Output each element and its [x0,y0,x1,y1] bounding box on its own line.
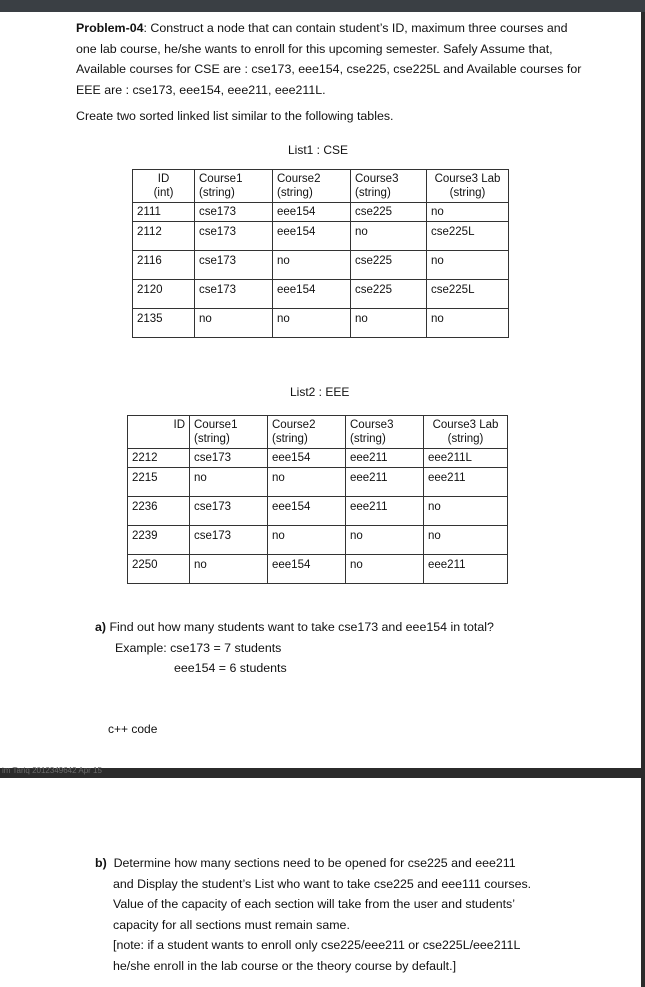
question-b-line1: Determine how many sections need to be opened for cse225 and eee211 [113,856,516,870]
cell: no [268,526,346,555]
cell: no [427,309,509,338]
question-b [95,853,585,976]
cell: no [273,251,351,280]
header-type: (string) [350,433,386,445]
cell: no [424,497,508,526]
cell: no [190,555,268,584]
list1-header-lab [427,170,509,203]
list2-caption: List2 : EEE [290,385,350,399]
problem-statement [76,18,586,100]
cell: no [268,468,346,497]
question-a-example2: eee154 = 6 students [174,661,287,675]
cell: 2111 [133,203,195,222]
table-row [133,309,509,338]
cell: no [346,526,424,555]
header-line: Course2 [277,173,321,185]
cell: eee211L [424,449,508,468]
list2-header-course2 [268,416,346,449]
cell: no [351,309,427,338]
header-line: Course1 [199,173,243,185]
question-b-label: b) [95,856,107,870]
cell: 2212 [128,449,190,468]
table-row [128,555,508,584]
header-type: (string) [449,187,486,199]
cell: 2215 [128,468,190,497]
cell: no [427,203,509,222]
list2-header-id [128,416,190,449]
list1-header-course1 [195,170,273,203]
cell: cse173 [190,449,268,468]
list2-header-row [128,416,508,449]
table-row [128,449,508,468]
document-page-2 [0,778,641,987]
list1-header-row [133,170,509,203]
cell: eee211 [346,449,424,468]
cell: cse225L [427,222,509,251]
cell: no [273,309,351,338]
cell: cse173 [195,280,273,309]
cell: cse173 [190,526,268,555]
cell: cse225 [351,203,427,222]
cell: no [346,555,424,584]
cell: eee211 [424,555,508,584]
table-row [128,497,508,526]
list1-header-course3 [351,170,427,203]
table-row [133,280,509,309]
cell: 2135 [133,309,195,338]
question-a [95,617,494,679]
cell: cse173 [195,251,273,280]
header-type: (string) [277,187,313,199]
cell: 2116 [133,251,195,280]
question-b-line4: capacity for all sections must remain same. [113,917,350,932]
cell: eee211 [424,468,508,497]
cell: cse173 [195,222,273,251]
header-type: (string) [194,433,230,445]
cell: no [195,309,273,338]
question-a-example1: Example: cse173 = 7 students [115,640,282,655]
question-b-line6: he/she enroll in the lab course or the theory course by default.] [113,958,457,973]
cell: no [190,468,268,497]
header-line: Course3 [350,419,394,431]
header-line: ID [157,173,170,185]
cell: no [351,222,427,251]
top-bar [0,0,645,12]
question-a-text: Find out how many students want to take cse173 and eee154 in total? [109,620,494,634]
problem-title: Problem-04 [76,21,144,35]
list1-table [132,169,509,338]
cell: no [424,526,508,555]
header-line: Course1 [194,419,238,431]
cell: eee154 [273,280,351,309]
header-line: Course3 Lab [434,173,501,185]
header-type: (string) [447,433,484,445]
cell: cse173 [195,203,273,222]
header-type: (string) [355,187,391,199]
list2-header-lab [424,416,508,449]
question-a-label: a) [95,620,107,634]
list2-header-course3 [346,416,424,449]
cell: cse225 [351,280,427,309]
question-b-line3: Value of the capacity of each section will take from the user and students’ [113,897,515,911]
cell: eee154 [268,497,346,526]
list2-table [127,415,508,584]
table-row [133,222,509,251]
cell: 2250 [128,555,190,584]
header-type: (string) [199,187,235,199]
question-b-line2: and Display the student’s List who want to take cse225 and eee111 courses. [113,876,532,891]
cell: cse173 [190,497,268,526]
header-type: (int) [153,187,174,199]
header-line: Course2 [272,419,316,431]
cell: eee211 [346,468,424,497]
cell: 2112 [133,222,195,251]
footer-strip: im Tariq 2012349642 Apr 15 [2,766,102,775]
problem-text: : Construct a node that can contain student’s ID, maximum three courses and one lab course, he/she wants to enroll for this upcoming semester. Safely Assume that, Available courses for CSE are : cse173, eee154, cse225, cse225L and Available courses for EEE are : cse173, eee154, eee211, eee211L. [76,21,582,97]
cell: eee211 [346,497,424,526]
table-row [133,203,509,222]
cell: cse225L [427,280,509,309]
document-page-1 [0,12,641,768]
cell: eee154 [268,555,346,584]
table-row [128,526,508,555]
list1-header-id [133,170,195,203]
cell: cse225 [351,251,427,280]
table-row [133,251,509,280]
cell: eee154 [268,449,346,468]
cell: 2120 [133,280,195,309]
list1-caption: List1 : CSE [288,143,349,157]
list1-header-course2 [273,170,351,203]
header-type: (string) [272,433,308,445]
cell: 2236 [128,497,190,526]
code-label: c++ code [108,722,158,736]
header-line: Course3 [355,173,399,185]
instruction-text: Create two sorted linked list similar to the following tables. [76,109,394,123]
header-line: ID [173,419,185,431]
cell: no [427,251,509,280]
table-row [128,468,508,497]
cell: eee154 [273,203,351,222]
list2-header-course1 [190,416,268,449]
cell: eee154 [273,222,351,251]
header-line: Course3 Lab [432,419,499,431]
question-b-line5: [note: if a student wants to enroll only cse225/eee211 or cse225L/eee211L [113,938,521,952]
cell: 2239 [128,526,190,555]
